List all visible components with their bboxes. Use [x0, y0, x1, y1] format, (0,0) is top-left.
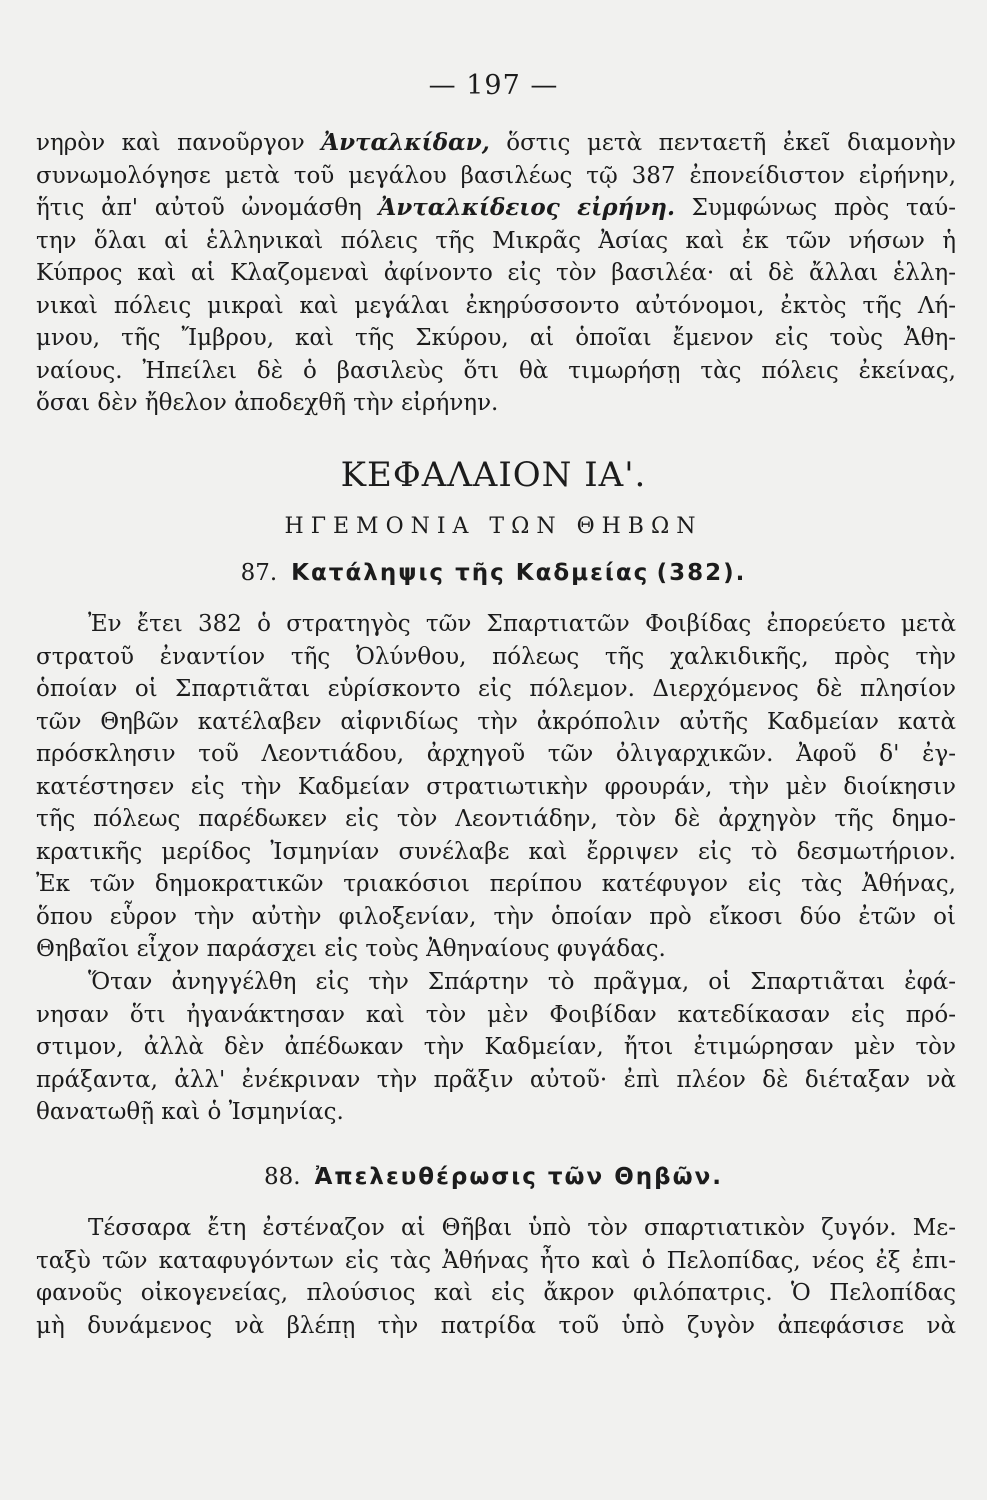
- emphasis-name: Ἀνταλκίδειος εἰρήνη.: [378, 194, 675, 221]
- paragraph: [36, 966, 956, 1129]
- paragraph: [36, 608, 956, 966]
- text-line: κατέστησεν εἰς τὴν Καδμείαν στρατιωτικὴν φρουράν, τὴν μὲν διοίκησιν: [36, 773, 956, 800]
- text-line: κρατικῆς μερίδος Ἰσμηνίαν συνέλαβε καὶ ἔρριψεν εἰς τὸ δεσμωτήριον.: [36, 838, 956, 865]
- text-line: φανοῦς οἰκογενείας, πλούσιος καὶ εἰς ἄκρον φιλόπατρις. Ὁ Πελοπίδας: [36, 1280, 956, 1306]
- chapter-title: ΚΕΦΑΛΑΙΟΝ ΙΑ'.: [340, 455, 647, 495]
- text-line: στιμον, ἀλλὰ δὲν ἀπέδωκαν τὴν Καδμείαν, ἤτοι ἐτιμώρησαν μὲν τὸν: [36, 1034, 956, 1060]
- text-line: Ἐκ τῶν δημοκρατικῶν τριακόσιοι περίπου κατέφυγον εἰς τὰς Ἀθήνας,: [36, 871, 956, 897]
- text-line: συνωμολόγησε μετὰ τοῦ μεγάλου βασιλέως τῷ 387 ἐπονείδιστον εἰρήνην,: [36, 162, 956, 189]
- chapter-subtitle: ΗΓΕΜΟΝΙΑ ΤΩΝ ΘΗΒΩΝ: [284, 514, 703, 539]
- text-line: Ὅταν ἀνηγγέλθη εἰς τὴν Σπάρτην τὸ πρᾶγμα, οἱ Σπαρτιᾶται ἐφά-: [88, 969, 956, 995]
- text-line: νηρὸν καὶ πανοῦργον Ἀνταλκίδαν, ὅστις μετὰ πενταετῆ ἐκεῖ διαμονὴν: [36, 129, 957, 156]
- text-line: ὁποίαν οἱ Σπαρτιᾶται εὑρίσκοντο εἰς πόλεμον. Διερχόμενος δὲ πλησίον: [36, 676, 956, 702]
- text-line: ὅπου εὗρον τὴν αὐτὴν φιλοξενίαν, τὴν ὁποίαν πρὸ εἴκοσι δύο ἐτῶν οἱ: [36, 903, 956, 930]
- section-number: 87.: [240, 560, 278, 586]
- section-year: (382).: [656, 560, 747, 586]
- page-number: — 197 —: [428, 70, 559, 101]
- section-heading-88: [0, 1164, 987, 1190]
- section-title: Κατάληψις τῆς Καδμείας: [291, 560, 650, 586]
- section-number: 88.: [264, 1164, 301, 1190]
- text-line: πρόσκλησιν τοῦ Λεοντιάδου, ἀρχηγοῦ τῶν ὀλιγαρχικῶν. Ἀφοῦ δ' ἐγ-: [36, 741, 956, 767]
- text-line: Κύπρος καὶ αἱ Κλαζομεναὶ ἀφίνοντο εἰς τὸν βασιλέα· αἱ δὲ ἄλλαι ἑλλη-: [36, 260, 956, 286]
- text-line: νησαν ὅτι ἠγανάκτησαν καὶ τὸν μὲν Φοιβίδαν κατεδίκασαν εἰς πρό-: [36, 1001, 956, 1028]
- text-line: ναίους. Ἠπείλει δὲ ὁ βασιλεὺς ὅτι θὰ τιμωρήσῃ τὰς πόλεις ἐκείνας,: [36, 357, 956, 384]
- text-line: Ἐν ἔτει 382 ὁ στρατηγὸς τῶν Σπαρτιατῶν Φοιβίδας ἐπορεύετο μετὰ: [88, 611, 956, 637]
- text-line: νικαὶ πόλεις μικραὶ καὶ μεγάλαι ἐκηρύσσοντο αὐτόνομοι, ἐκτὸς τῆς Λή-: [36, 292, 956, 319]
- text-line: ταξὺ τῶν καταφυγόντων εἰς τὰς Ἀθήνας ἦτο καὶ ὁ Πελοπίδας, νέος ἐξ ἐπι-: [36, 1247, 956, 1274]
- text-line: τῶν Θηβῶν κατέλαβεν αἰφνιδίως τὴν ἀκρόπολιν αὐτῆς Καδμείαν κατὰ: [36, 708, 956, 735]
- text-line: πράξαντα, ἀλλ' ἐνέκριναν τὴν πρᾶξιν αὐτοῦ· ἐπὶ πλέον δὲ διέταξαν νὰ: [36, 1066, 956, 1093]
- text-line: ὅσαι δὲν ἤθελον ἀποδεχθῆ τὴν εἰρήνην.: [36, 390, 499, 416]
- text-line: θανατωθῇ καὶ ὁ Ἰσμηνίας.: [36, 1099, 344, 1125]
- text-line: την ὅλαι αἱ ἑλληνικαὶ πόλεις τῆς Μικρᾶς Ἀσίας καὶ ἐκ τῶν νήσων ἡ: [36, 227, 956, 254]
- text-line: τῆς πόλεως παρέδωκεν εἰς τὸν Λεοντιάδην, τὸν δὲ ἀρχηγὸν τῆς δημο-: [36, 806, 956, 832]
- text-line: Θηβαῖοι εἶχον παράσχει εἰς τοὺς Ἀθηναίους φυγάδας.: [36, 936, 666, 962]
- paragraph-continuation: [36, 127, 956, 420]
- text-line: στρατοῦ ἐναντίον τῆς Ὀλύνθου, πόλεως τῆς χαλκιδικῆς, πρὸς τὴν: [36, 643, 956, 670]
- text-line: μνου, τῆς Ἴμβρου, καὶ τῆς Σκύρου, αἱ ὁποῖαι ἔμενον εἰς τοὺς Ἀθη-: [36, 325, 956, 351]
- section-heading-87: [0, 560, 987, 586]
- emphasis-name: Ἀνταλκίδαν,: [321, 129, 490, 156]
- text-line: Τέσσαρα ἔτη ἐστέναζον αἱ Θῆβαι ὑπὸ τὸν σπαρτιατικὸν ζυγόν. Με-: [88, 1215, 956, 1241]
- text-line: μὴ δυνάμενος νὰ βλέπῃ τὴν πατρίδα τοῦ ὑπὸ ζυγὸν ἀπεφάσισε νὰ: [36, 1312, 956, 1339]
- text-line: ἥτις ἀπ' αὐτοῦ ὠνομάσθη Ἀνταλκίδειος εἰρήνη. Συμφώνως πρὸς ταύ-: [36, 194, 956, 221]
- section-title: Ἀπελευθέρωσις τῶν Θηβῶν.: [314, 1164, 723, 1190]
- paragraph: [36, 1212, 956, 1342]
